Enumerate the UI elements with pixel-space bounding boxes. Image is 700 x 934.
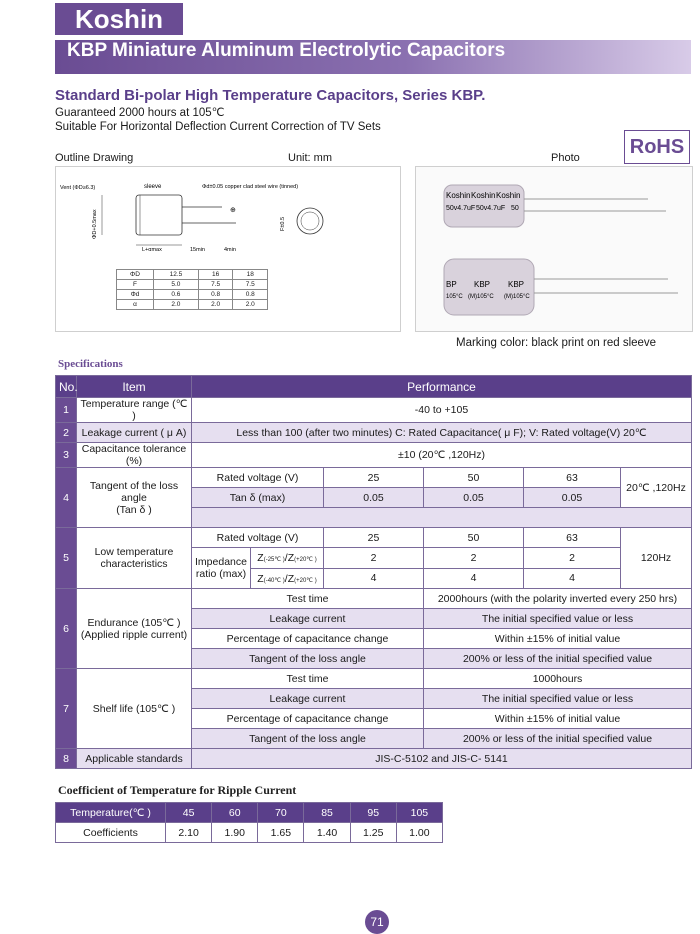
dims-cell: 0.8 — [233, 290, 268, 300]
row-item-line: (Tan δ ) — [116, 503, 152, 516]
sub-value: Within ±15% of initial value — [424, 709, 692, 729]
coef-title: Coefficient of Temperature for Ripple Current — [58, 783, 297, 797]
capacitor-photo — [415, 166, 693, 332]
coef-head-cell: 60 — [212, 803, 258, 823]
page-title: KBP Miniature Aluminum Electrolytic Capacitors — [67, 40, 506, 61]
row-value: ±10 (20℃ ,120Hz) — [192, 443, 692, 468]
coef-cell: Coefficients — [56, 823, 166, 843]
ratio-cell: 4 — [424, 568, 524, 589]
z-ratio-25: Z(-25℃ )/Z(+20℃ ) — [251, 548, 323, 569]
sub-value: The initial specified value or less — [424, 609, 692, 629]
table-row — [56, 398, 692, 423]
sub-value: 1000hours — [424, 669, 692, 689]
unit-label: Unit: mm — [288, 152, 332, 164]
coef-cell: 1.25 — [350, 823, 396, 843]
cap1-text: 50v4.7uF — [446, 205, 476, 212]
spec-table — [55, 375, 692, 769]
row-no: 5 — [56, 528, 77, 589]
sub-item: Leakage current — [192, 609, 424, 629]
cap1-text: 50 — [511, 205, 519, 212]
row-item: Capacitance tolerance (%) — [77, 443, 192, 468]
cap2-text: (M)105°C — [504, 294, 530, 300]
outline-drawing-label: Outline Drawing — [55, 152, 134, 164]
row-item: Shelf life (105℃ ) — [77, 669, 192, 749]
dims-header-cell: 16 — [198, 270, 233, 280]
spec-head-no: No. — [56, 376, 77, 398]
tan-cell: 0.05 — [424, 488, 524, 508]
voltage-cell: 25 — [324, 468, 424, 488]
intro-line-1: Guaranteed 2000 hours at 105℃ — [55, 107, 225, 119]
sub-item: Tangent of the loss angle — [192, 649, 424, 669]
voltage-cell: 50 — [424, 468, 524, 488]
sub-value: The initial specified value or less — [424, 689, 692, 709]
spec-head-performance: Performance — [192, 376, 692, 398]
row-item: Applicable standards — [77, 749, 192, 769]
ratio-cell: 2 — [324, 548, 424, 569]
impedance-label-line: Impedance — [195, 556, 247, 568]
dims-cell: Φd — [117, 290, 154, 300]
row-item-line: Tangent of the loss angle — [89, 479, 179, 504]
capacitor-photo-svg — [416, 167, 692, 331]
dims-cell: 2.0 — [153, 300, 198, 310]
coef-head-cell: 70 — [258, 803, 304, 823]
rated-voltage-label: Rated voltage (V) — [192, 528, 324, 548]
phi-d-label: ΦD+0.5max — [92, 209, 98, 239]
min4-label: 4min — [224, 247, 236, 253]
row-item-line: characteristics — [100, 558, 168, 570]
title-bar — [55, 40, 691, 74]
sub-item: Test time — [192, 589, 424, 609]
sub-item: Test time — [192, 669, 424, 689]
wire-label: Φd±0.05 copper clad steel wire (tinned) — [202, 184, 299, 190]
page-number: 71 — [365, 910, 389, 934]
marking-note: Marking color: black print on red sleeve — [456, 337, 657, 349]
row-item — [77, 468, 192, 528]
coef-cell: 1.40 — [304, 823, 350, 843]
row-no: 2 — [56, 423, 77, 443]
cap2-text: BP — [446, 280, 457, 289]
sub-value: Within ±15% of initial value — [424, 629, 692, 649]
voltage-cell: 63 — [524, 528, 621, 548]
outline-drawing — [55, 166, 401, 332]
condition-cell: 120Hz — [621, 528, 692, 589]
table-row — [56, 589, 692, 609]
sub-value: 200% or less of the initial specified value — [424, 649, 692, 669]
dims-cell: 2.0 — [233, 300, 268, 310]
empty-cell — [192, 508, 692, 528]
vent-label: Vent (ΦD≥6.3) — [60, 185, 96, 191]
cap1-text: 50v4.7uF — [476, 205, 506, 212]
row-value: JIS-C-5102 and JIS-C- 5141 — [192, 749, 692, 769]
subtitle: Standard Bi-polar High Temperature Capacitors, Series KBP. — [55, 87, 486, 104]
coef-row — [56, 823, 443, 843]
row-no: 3 — [56, 443, 77, 468]
coef-table — [55, 802, 443, 843]
row-no: 8 — [56, 749, 77, 769]
min15-label: 15min — [190, 247, 205, 253]
brand-logo: Koshin — [55, 3, 183, 35]
coef-cell: 2.10 — [166, 823, 212, 843]
dims-cell: 7.5 — [233, 280, 268, 290]
coef-cell: 1.00 — [396, 823, 442, 843]
table-row — [56, 443, 692, 468]
row-item: Temperature range (℃ ) — [77, 398, 192, 423]
cap2-text: (M)105°C — [468, 294, 494, 300]
ratio-cell: 2 — [524, 548, 621, 569]
coef-head-cell: 85 — [304, 803, 350, 823]
row-item — [77, 528, 192, 589]
dims-cell: F — [117, 280, 154, 290]
sub-item: Percentage of capacitance change — [192, 629, 424, 649]
dims-cell: 0.6 — [153, 290, 198, 300]
dims-cell: 5.0 — [153, 280, 198, 290]
length-label: L+αmax — [142, 247, 162, 253]
z-ratio-40: Z(-40℃ )/Z(+20℃ ) — [257, 573, 317, 585]
row-no: 6 — [56, 589, 77, 669]
voltage-cell: 50 — [424, 528, 524, 548]
coef-head-cell: Temperature(℃ ) — [56, 803, 166, 823]
dims-header-cell: ΦD — [117, 270, 154, 280]
sleeve-label: sleeve — [144, 184, 162, 190]
table-row — [56, 528, 692, 548]
ratio-cell: 2 — [424, 548, 524, 569]
plus-mark: ⊕ — [230, 207, 236, 214]
row-no: 1 — [56, 398, 77, 423]
impedance-label-line: ratio (max) — [195, 568, 247, 580]
table-row — [56, 749, 692, 769]
dims-cell: 2.0 — [198, 300, 233, 310]
condition-cell: 20℃ ,120Hz — [621, 468, 692, 508]
sub-value: 200% or less of the initial specified value — [424, 729, 692, 749]
rated-voltage-label: Rated voltage (V) — [192, 468, 324, 488]
dims-table — [116, 269, 268, 310]
impedance-label — [192, 548, 251, 588]
voltage-cell: 25 — [324, 528, 424, 548]
row-no: 7 — [56, 669, 77, 749]
dims-cell: α — [117, 300, 154, 310]
coef-head-cell: 105 — [396, 803, 442, 823]
cap2-text: KBP — [508, 280, 525, 289]
dims-header-cell: 12.5 — [153, 270, 198, 280]
cap2-text: KBP — [474, 280, 491, 289]
cap1-text: Koshin — [471, 191, 496, 200]
dims-cell: 7.5 — [198, 280, 233, 290]
sub-item: Percentage of capacitance change — [192, 709, 424, 729]
rohs-badge: RoHS — [624, 130, 690, 164]
coef-head-row — [56, 803, 443, 823]
sub-value: 2000hours (with the polarity inverted every 250 hrs) — [424, 589, 692, 609]
dims-cell: 0.8 — [198, 290, 233, 300]
dims-header-cell: 18 — [233, 270, 268, 280]
spec-title: Specifications — [58, 358, 123, 370]
coef-head-cell: 45 — [166, 803, 212, 823]
coef-cell: 1.65 — [258, 823, 304, 843]
row-no: 4 — [56, 468, 77, 528]
coef-head-cell: 95 — [350, 803, 396, 823]
row-item-line: Endurance (105℃ ) — [87, 616, 181, 629]
cap1-text: Koshin — [496, 191, 521, 200]
tan-label: Tan δ (max) — [192, 488, 324, 508]
intro-line-2: Suitable For Horizontal Deflection Current Correction of TV Sets — [55, 121, 381, 133]
ratio-cell: 4 — [524, 568, 621, 589]
tan-cell: 0.05 — [524, 488, 621, 508]
row-item: Leakage current ( μ A) — [77, 423, 192, 443]
row-item-line: Low temperature — [94, 546, 174, 558]
row-value: -40 to +105 — [192, 398, 692, 423]
sub-item: Tangent of the loss angle — [192, 729, 424, 749]
table-row — [56, 423, 692, 443]
row-value: Less than 100 (after two minutes) C: Rated Capacitance( μ F); V: Rated voltage(V) 20℃ — [192, 423, 692, 443]
cap2-text: 105°C — [446, 294, 463, 300]
cap1-text: Koshin — [446, 191, 471, 200]
table-row — [56, 669, 692, 689]
sub-item: Leakage current — [192, 689, 424, 709]
voltage-cell: 63 — [524, 468, 621, 488]
row-item — [77, 589, 192, 669]
row-item-line: (Applied ripple current) — [80, 628, 188, 641]
table-row — [56, 468, 692, 488]
spec-head-item: Item — [77, 376, 192, 398]
ratio-cell: 4 — [324, 568, 424, 589]
impedance-cell — [192, 548, 324, 589]
photo-label: Photo — [551, 152, 580, 164]
f-label: F±0.5 — [280, 216, 286, 231]
coef-cell: 1.90 — [212, 823, 258, 843]
tan-cell: 0.05 — [324, 488, 424, 508]
